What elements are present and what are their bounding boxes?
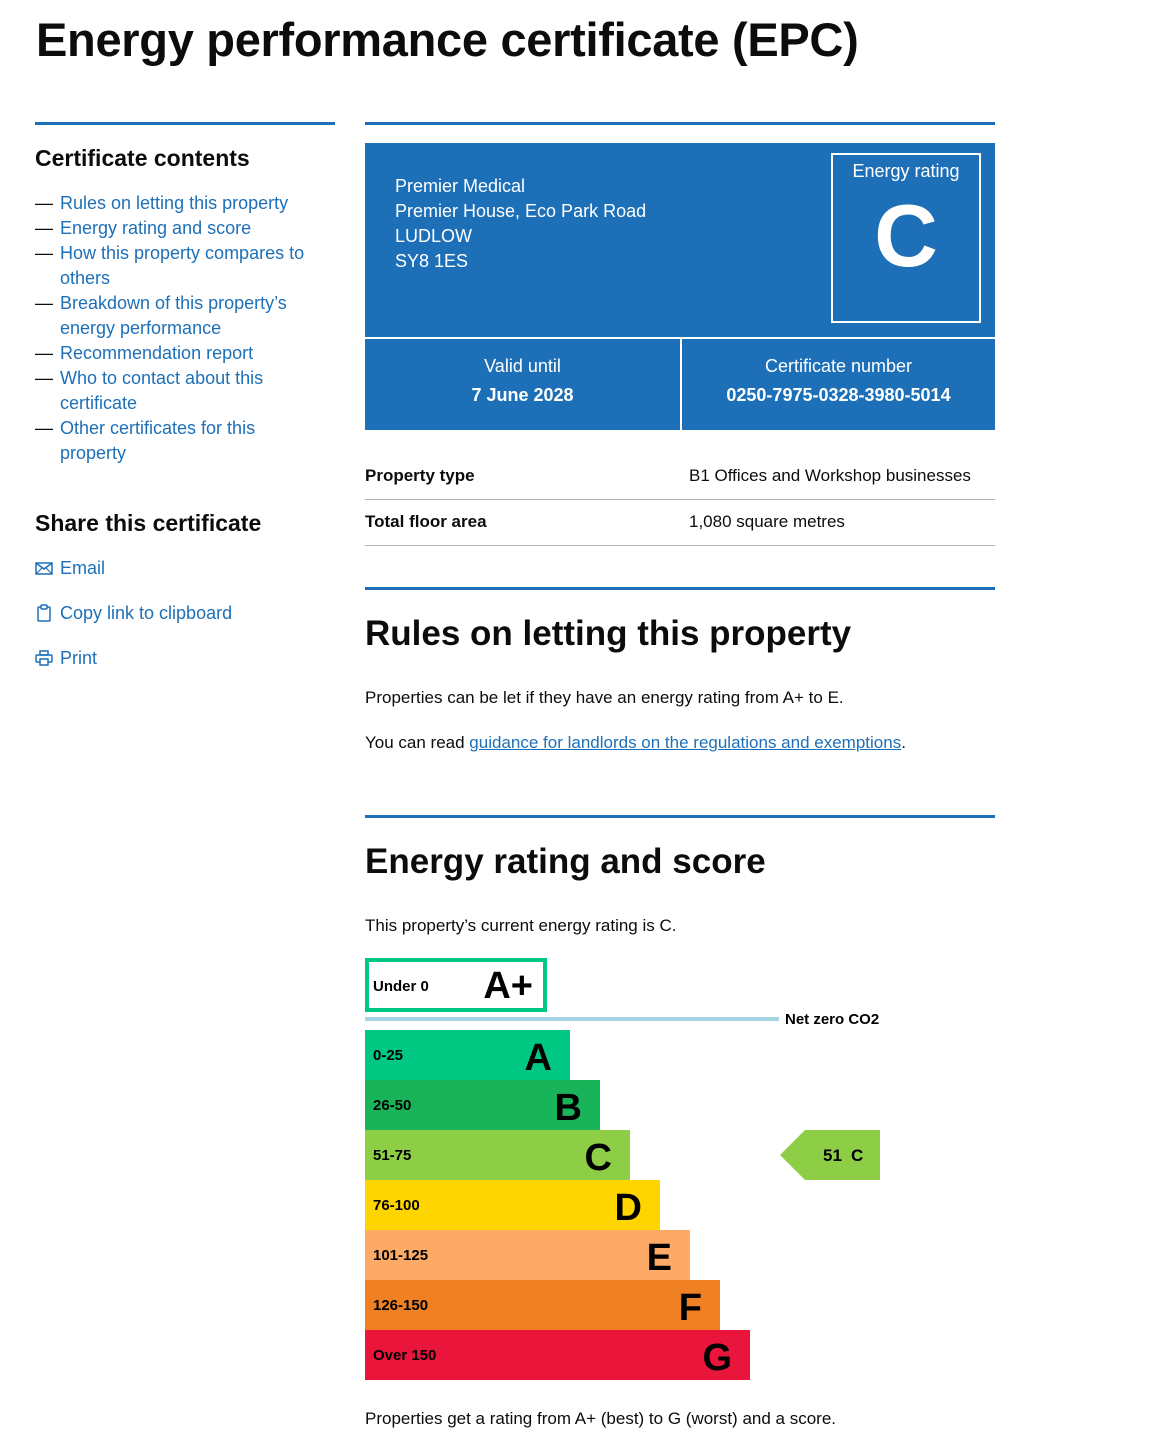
certificate-number-label: Certificate number [764,356,913,376]
certificate-contents-heading: Certificate contents [35,145,250,171]
rules-section-title: Rules on letting this property [365,614,852,653]
summary-key: Total floor area [365,512,487,531]
address-line: LUDLOW [395,226,473,246]
page-title: Energy performance certificate (EPC) [36,13,859,66]
property-summary-list [365,454,995,546]
contents-item-energy-rating [35,216,335,241]
contents-item-recommendation [35,341,335,366]
net-zero-line [365,1017,779,1021]
contents-link-compare[interactable]: How this property compares to others [60,243,305,288]
certificate-summary-box [365,143,995,430]
share-copy-link [35,601,335,646]
share-email [35,556,335,601]
energy-rating-section-title: Energy rating and score [365,842,766,881]
valid-until-label: Valid until [484,356,561,376]
rating-band-letter: A [524,1037,552,1079]
dash-icon: — [35,243,53,263]
dash-icon: — [35,418,53,438]
dash-icon: — [35,368,53,388]
contents-item-contact [35,366,335,416]
envelope-icon [35,559,53,577]
share-email-link[interactable]: Email [60,558,106,578]
rating-band-letter: B [554,1087,582,1129]
summary-row-property-type [365,454,995,500]
certificate-number-cell [682,352,995,410]
print-link[interactable]: Print [60,648,98,668]
rating-band-letter: G [702,1337,732,1379]
contents-link-breakdown[interactable]: Breakdown of this property’s energy performance [60,293,287,338]
rating-explanation-text: Properties get a rating from A+ (best) to G (worst) and a score. [365,1409,837,1428]
address-line: SY8 1ES [395,251,469,271]
current-rating-score: 51 [823,1146,842,1165]
dash-icon: — [35,343,53,363]
main-top-rule [365,122,995,125]
rating-band-letter: A+ [483,965,533,1007]
contents-link-other-certificates[interactable]: Other certificates for this property [60,418,256,463]
net-zero-label: Net zero CO2 [785,1011,880,1028]
rating-band-letter: E [646,1237,672,1279]
property-address [395,174,646,274]
rating-band-range: 26-50 [373,1097,412,1114]
address-line: Premier Medical [395,176,526,196]
rating-band-letter: C [584,1137,612,1179]
energy-rating-box [831,153,981,323]
main-content [365,122,995,1428]
energy-rating-label: Energy rating [852,161,960,181]
rating-band-range: 51-75 [373,1147,412,1164]
rating-band-range: 126-150 [373,1297,429,1314]
current-rating-letter: C [851,1146,864,1165]
printer-icon [35,649,53,667]
share-print [35,646,335,691]
valid-until-value: 7 June 2028 [471,385,574,405]
valid-until-cell [365,352,680,410]
summary-value: 1,080 square metres [689,512,845,531]
sidebar [35,122,335,668]
landlord-guidance-link[interactable]: guidance for landlords on the regulations and exemptions [469,733,902,752]
contents-link-contact[interactable]: Who to contact about this certificate [60,368,264,413]
contents-item-compare [35,241,335,291]
certificate-contents-list [35,191,335,466]
contents-item-breakdown [35,291,335,341]
section-rule [365,587,995,590]
rating-band-letter: F [678,1287,702,1329]
rating-band-range: 101-125 [373,1247,429,1264]
clipboard-icon [35,604,53,622]
section-rule [365,815,995,818]
rating-band-range: 0-25 [373,1047,404,1064]
rating-band-letter: D [614,1187,642,1229]
dash-icon: — [35,193,53,213]
certificate-number-value: 0250-7975-0328-3980-5014 [726,385,951,405]
dash-icon: — [35,218,53,238]
summary-row-floor-area [365,500,995,546]
rating-band-range: 76-100 [373,1197,420,1214]
summary-key: Property type [365,466,475,485]
sidebar-rule [35,122,335,125]
contents-item-rules [35,191,335,216]
dash-icon: — [35,293,53,313]
summary-value: B1 Offices and Workshop businesses [689,466,971,485]
rules-guidance-paragraph: You can read guidance for landlords on the regulations and exemptions. [365,733,906,752]
contents-item-other-certificates [35,416,335,466]
address-line: Premier House, Eco Park Road [395,201,647,221]
contents-link-rules[interactable]: Rules on letting this property [60,193,289,213]
rating-band-range: Over 150 [373,1347,437,1364]
contents-link-energy-rating[interactable]: Energy rating and score [60,218,252,238]
energy-rating-letter: C [874,186,938,285]
share-list [35,556,335,691]
rules-paragraph: Properties can be let if they have an energy rating from A+ to E. [365,688,844,707]
contents-link-recommendation[interactable]: Recommendation report [60,343,254,363]
copy-link-button[interactable]: Copy link to clipboard [60,603,233,623]
current-rating-text: This property’s current energy rating is C. [365,916,677,935]
share-heading: Share this certificate [35,510,262,536]
rating-band-range: Under 0 [373,978,429,995]
energy-rating-chart [365,958,995,1388]
